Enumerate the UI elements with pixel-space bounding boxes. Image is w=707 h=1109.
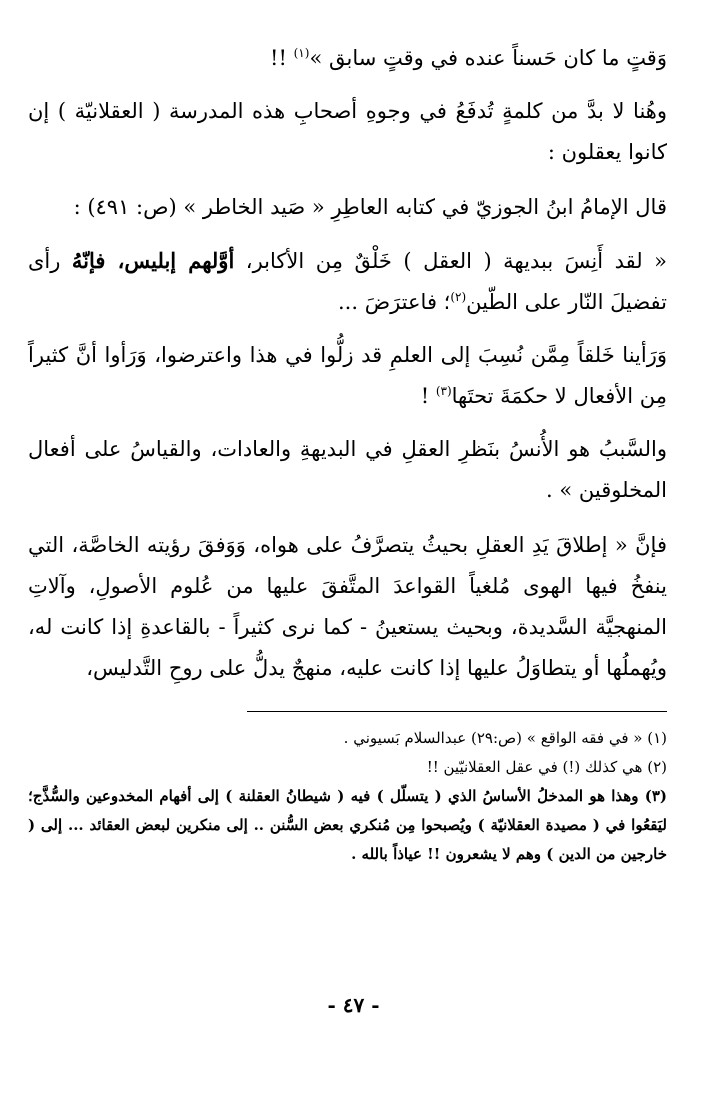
page-number: - ٤٧ - <box>327 993 380 1017</box>
footnote-ref-1: (١) <box>293 46 310 60</box>
paragraph-text: فإنَّ « إطلاقَ يَدِ العقلِ بحيثُ يتصرَّفُ على هواه، وَوَفقَ رؤيته الخاصَّة، التي ينفخُ فيها الهوى مُلغياً القواعدَ المتَّفقَ عليها من عُلوم الأصولِ، وآلاتِ المنهجيَّة السَّديدة، وبحيث يستعينُ - كما نرى كثيراً - بالقاعدةِ إذا كانت له، ويُهملُها أو يتطاوَلُ عليها إذا كانت عليه، منهجٌ يدلُّ على روحِ التَّدليس، <box>28 533 667 680</box>
footnote-1 <box>28 724 667 753</box>
paragraph-tail: ؛ فاعترَضَ ... <box>338 290 451 314</box>
paragraph-text: قال الإمامُ ابنُ الجوزيّ في كتابه العاطِرِ « صَيد الخاطر » (ص: ٤٩١) : <box>73 195 667 219</box>
emphasized-text: أوَّلهم إبليس، فإنّهُ <box>71 248 235 273</box>
paragraph-tail: !! <box>270 46 294 70</box>
paragraph-text-continued: رأى تفضيلَ النّار على الطّين <box>28 249 667 314</box>
footnote-separator <box>247 711 667 712</box>
paragraph-text: وَقتٍ ما كان حَسناً عنده في وقتٍ سابق » <box>309 46 667 70</box>
paragraph-tail: ! <box>420 384 436 408</box>
paragraph-quote-start <box>28 240 667 323</box>
footnote-2 <box>28 753 667 782</box>
footnote-text: (٢) هي كذلك (!) في عقل العقلانيّين !! <box>426 758 667 776</box>
paragraph-continuation <box>28 38 667 79</box>
footnote-3 <box>28 782 667 869</box>
footnote-text: (١) « في فقه الواقع » (ص:٢٩) عبدالسلام بَسيوني . <box>343 729 667 747</box>
paragraph-quote-end <box>28 429 667 511</box>
footnote-ref-3: (٣) <box>435 384 452 398</box>
footnote-text: (٣) وهذا هو المدخلُ الأساسُ الذي ( يتسلّل ) فيه ( شيطانُ العقلنة ) إلى أفهام المخدوعين والسُّذَّج؛ ليَقعُوا في ( مصيدة العقلانيّة ) ويُصبحوا مِن مُنكري بعض السُّنن .. إلى منكرين لبعض العقائد ... إلى ( خارجين من الدين ) وهم لا يشعرون !! عياذاً بالله . <box>28 787 667 863</box>
paragraph-quote-middle <box>28 335 667 417</box>
footnote-ref-2: (٢) <box>450 290 467 304</box>
paragraph-text: « لقد أَنِسَ ببديهة ( العقل ) خَلْقٌ مِن الأكابر، <box>234 249 668 273</box>
paragraph-intro <box>28 91 667 173</box>
paragraph-text: وَرَأينا خَلقاً مِمَّن نُسِبَ إلى العلمِ قد زلُّوا في هذا واعترضوا، وَرَأوا أنَّ كثيراً مِن الأفعال لا حكمَةَ تحتَها <box>28 343 667 408</box>
paragraph-text: والسَّببُ هو الأُنسُ بنَظرِ العقلِ في البديهةِ والعادات، والقياسُ على أفعال المخلوقين » . <box>28 437 667 502</box>
paragraph-citation <box>28 187 667 228</box>
paragraph-argument <box>28 525 667 689</box>
paragraph-text: وهُنا لا بدَّ من كلمةٍ تُدفَعُ في وجوهِ أصحابِ هذه المدرسة ( العقلانيّة ) إن كانوا يعقلون : <box>28 99 667 164</box>
